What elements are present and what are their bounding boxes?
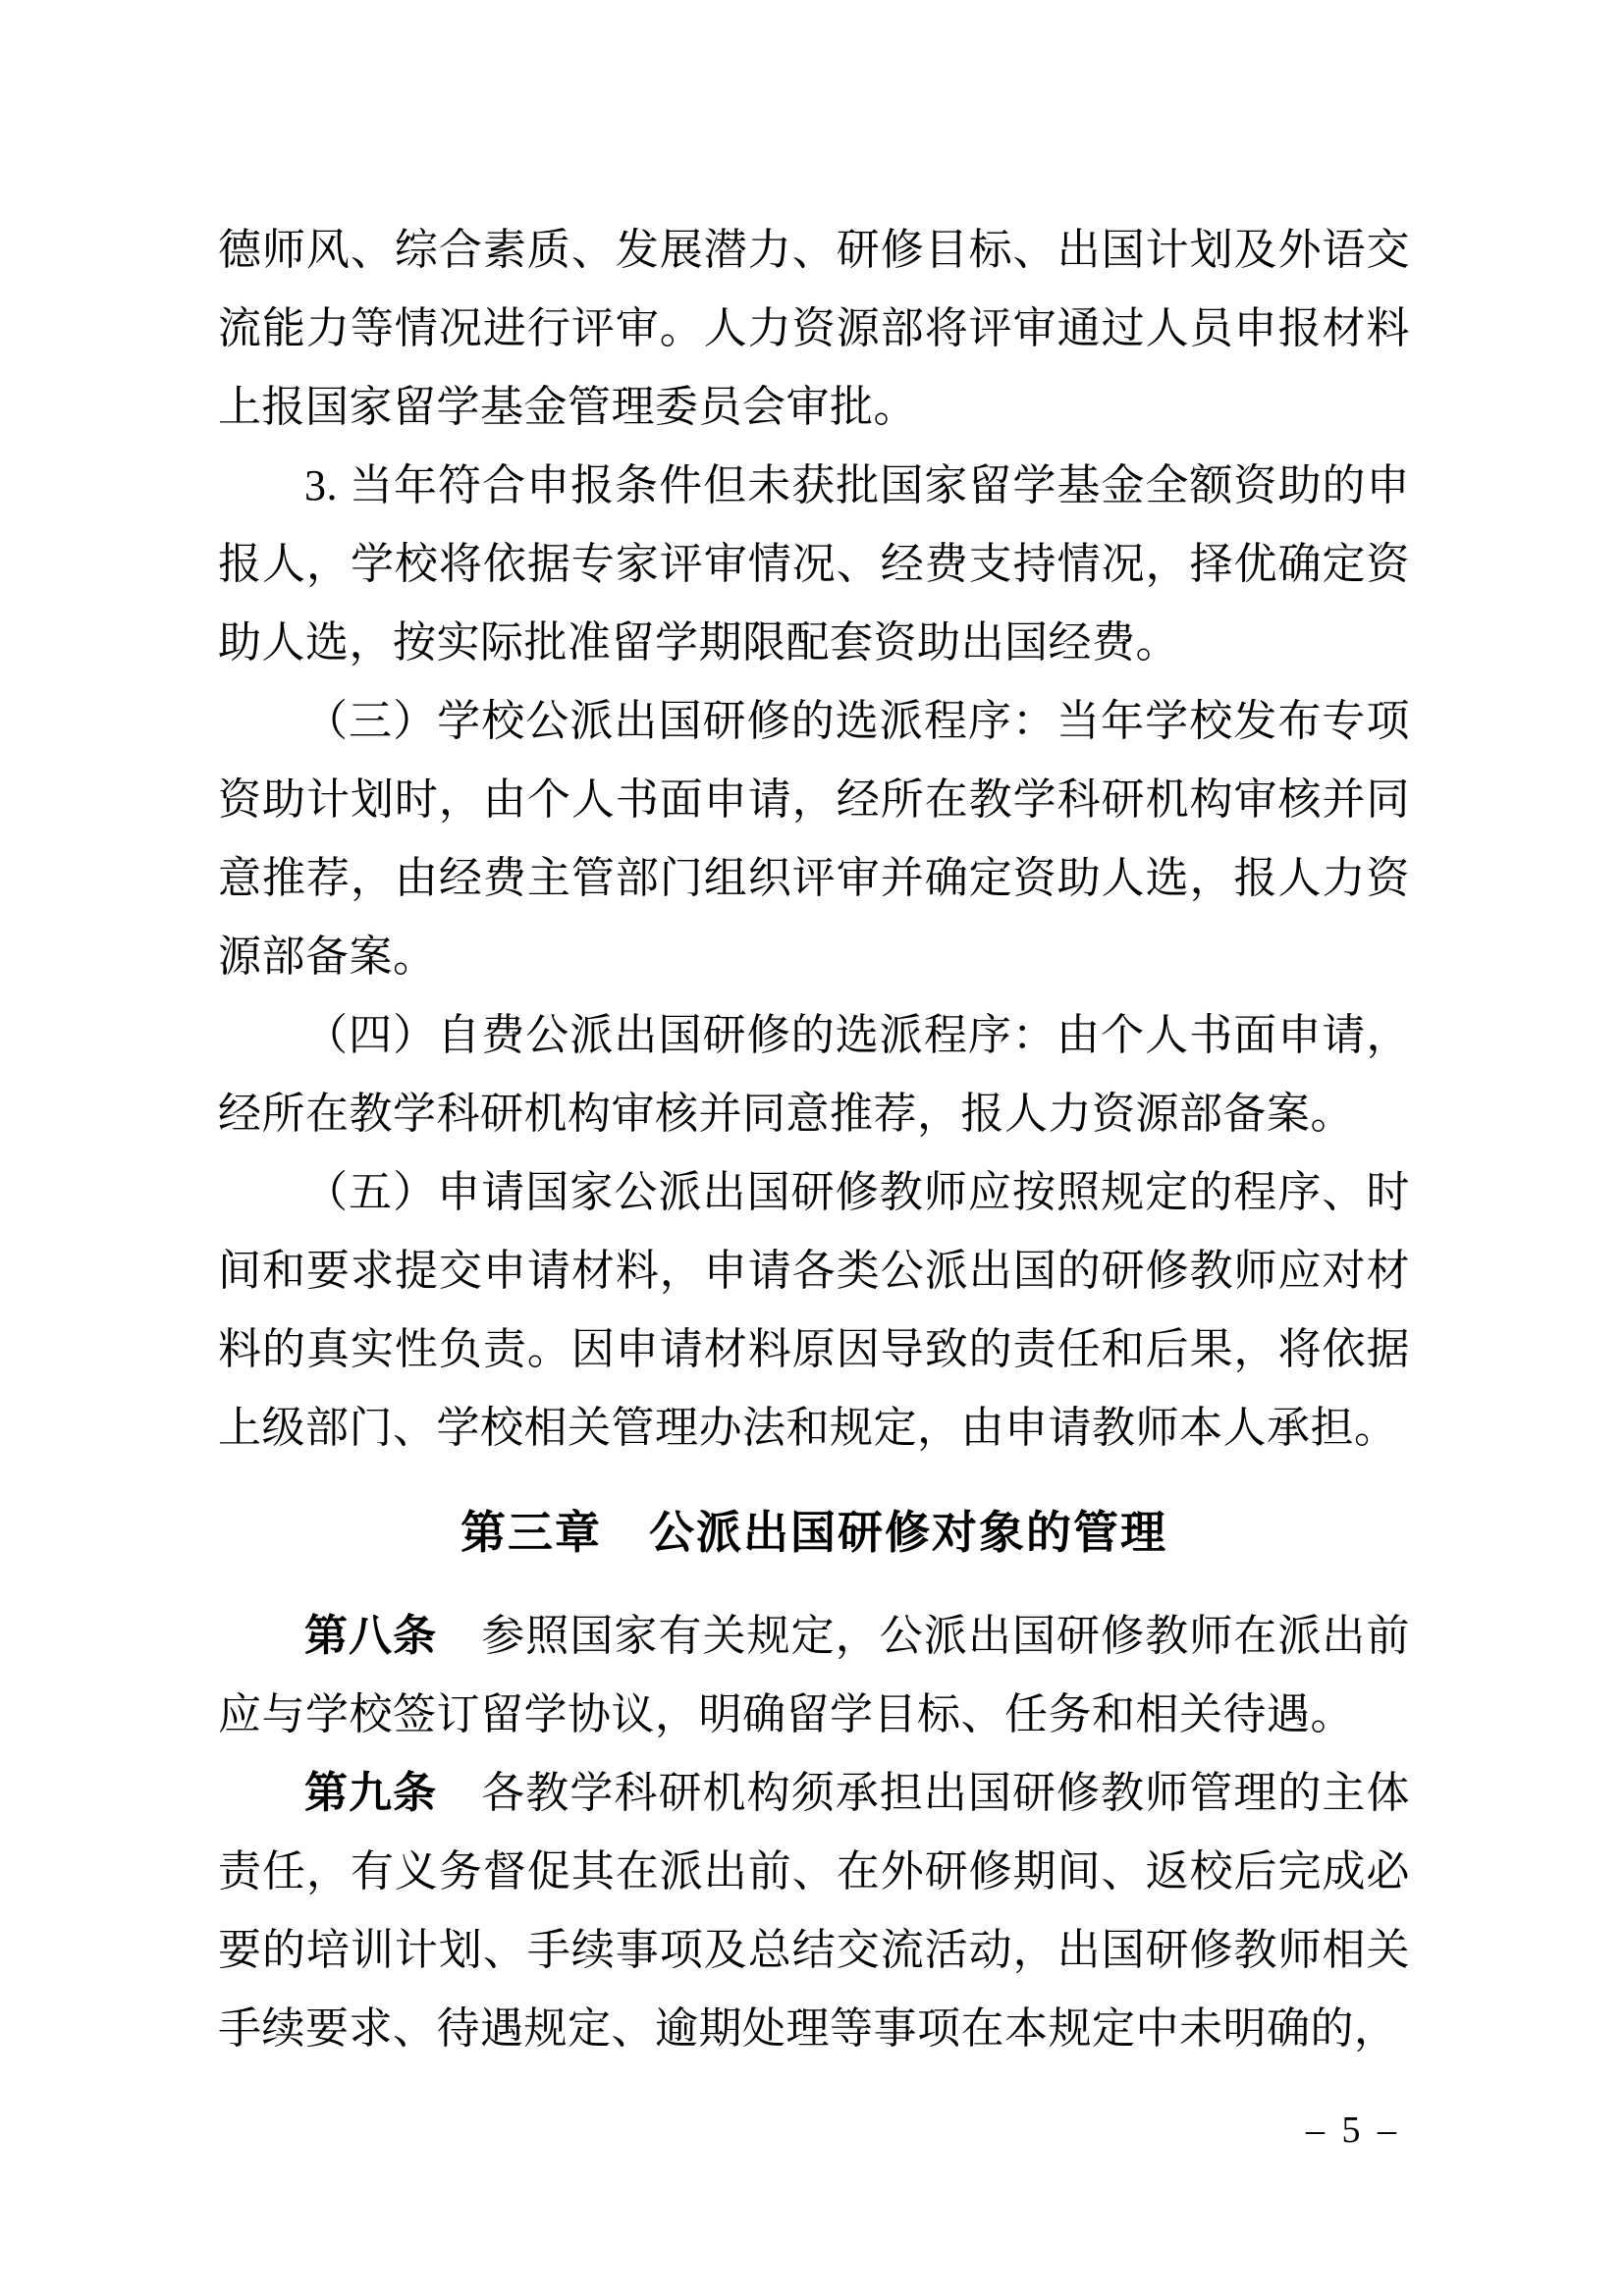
article-paragraph-8: [218, 1597, 1410, 1754]
document-body: [218, 211, 1410, 2068]
article-number-8: 第八条: [304, 1612, 438, 1660]
body-paragraph-item-wu: （五）申请国家公派出国研修教师应按照规定的程序、时间和要求提交申请材料，申请各类公派出国的研修教师应对材料的真实性负责。因申请材料原因导致的责任和后果，将依据上级部门、学校相关管理办法和规定，由申请教师本人承担。: [218, 1168, 1410, 1452]
page-number: – 5 –: [1306, 2109, 1400, 2151]
article-paragraph-9: [218, 1754, 1410, 2068]
body-paragraph-item-3: 3. 当年符合申报条件但未获批国家留学基金全额资助的申报人，学校将依据专家评审情况、经费支持情况，择优确定资助人选，按实际批准留学期限配套资助出国经费。: [218, 461, 1410, 667]
article-number-9: 第九条: [304, 1769, 438, 1817]
article-text-8: 参照国家有关规定，公派出国研修教师在派出前应与学校签订留学协议，明确留学目标、任务和相关待遇。: [218, 1612, 1410, 1738]
chapter-heading: 第三章 公派出国研修对象的管理: [460, 1507, 1167, 1558]
body-paragraph-item-san: （三）学校公派出国研修的选派程序：当年学校发布专项资助计划时，由个人书面申请，经所在教学科研机构审核并同意推荐，由经费主管部门组织评审并确定资助人选，报人力资源部备案。: [218, 697, 1410, 981]
article-text-9: 各教学科研机构须承担出国研修教师管理的主体责任，有义务督促其在派出前、在外研修期间、返校后完成必要的培训计划、手续事项及总结交流活动，出国研修教师相关手续要求、待遇规定、逾期处理等事项在本规定中未明确的，: [218, 1769, 1410, 2053]
body-paragraph-evaluation: 德师风、综合素质、发展潜力、研修目标、出国计划及外语交流能力等情况进行评审。人力资源部将评审通过人员申报材料上报国家留学基金管理委员会审批。: [218, 226, 1410, 431]
body-paragraph-item-si: （四）自费公派出国研修的选派程序：由个人书面申请，经所在教学科研机构审核并同意推荐，报人力资源部备案。: [218, 1011, 1410, 1138]
